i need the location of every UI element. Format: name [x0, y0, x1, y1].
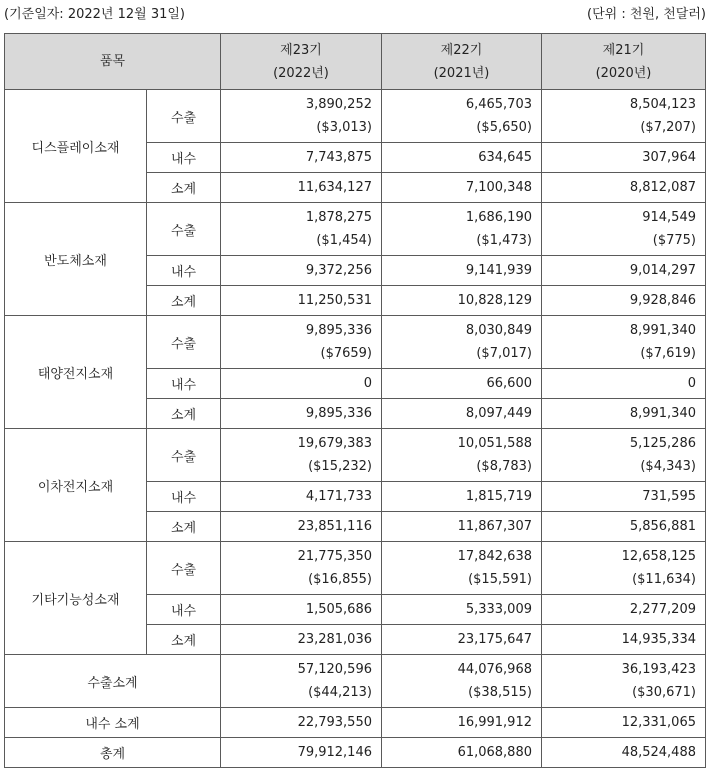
- krw-value: 0: [687, 376, 696, 391]
- krw-value: 44,076,968: [457, 662, 532, 677]
- export-row: [5, 203, 706, 256]
- value-cell: [221, 738, 382, 768]
- value-cell: [221, 482, 382, 512]
- base-date: (기준일자: 2022년 12월 31일): [4, 7, 185, 22]
- value-cell: [382, 173, 542, 203]
- krw-value: 14,935,334: [621, 632, 696, 647]
- usd-value: ($775): [652, 233, 696, 248]
- usd-value: ($7,619): [640, 346, 696, 361]
- value-cell: [542, 90, 706, 143]
- krw-value: 79,912,146: [297, 745, 372, 760]
- total-label: 내수 소계: [5, 708, 221, 738]
- usd-value: ($4,343): [640, 459, 696, 474]
- krw-value: 1,505,686: [305, 602, 372, 617]
- value-cell: [542, 173, 706, 203]
- value-cell: [221, 512, 382, 542]
- export-row: [5, 316, 706, 369]
- value-cell: [542, 738, 706, 768]
- row-kind: 수출: [147, 542, 221, 595]
- krw-value: 4,171,733: [305, 489, 372, 504]
- krw-value: 1,686,190: [465, 210, 532, 225]
- krw-value: 9,928,846: [629, 293, 696, 308]
- value-cell: [382, 482, 542, 512]
- krw-value: 66,600: [486, 376, 532, 391]
- value-cell: [221, 369, 382, 399]
- krw-value: 2,277,209: [629, 602, 696, 617]
- value-cell: [382, 316, 542, 369]
- unit-note: (단위 : 천원, 천달러): [587, 7, 706, 22]
- value-cell: [542, 256, 706, 286]
- usd-value: ($7,017): [476, 346, 532, 361]
- product-name: 기타기능성소재: [5, 542, 147, 655]
- usd-value: ($16,855): [308, 572, 372, 587]
- usd-value: ($7,207): [640, 120, 696, 135]
- usd-value: ($8,783): [476, 459, 532, 474]
- usd-value: ($11,634): [632, 572, 696, 587]
- row-kind: 소계: [147, 625, 221, 655]
- value-cell: [382, 429, 542, 482]
- krw-value: 8,991,340: [629, 406, 696, 421]
- value-cell: [542, 286, 706, 316]
- total-label: 수출소계: [5, 655, 221, 708]
- domestic-subtotal-row: [5, 708, 706, 738]
- value-cell: [382, 90, 542, 143]
- krw-value: 23,175,647: [457, 632, 532, 647]
- krw-value: 36,193,423: [621, 662, 696, 677]
- krw-value: 307,964: [642, 150, 696, 165]
- total-label: 총계: [5, 738, 221, 768]
- usd-value: ($3,013): [316, 120, 372, 135]
- value-cell: [382, 595, 542, 625]
- export-subtotal-row: [5, 655, 706, 708]
- krw-value: 8,812,087: [629, 180, 696, 195]
- period-year: (2020년): [595, 65, 652, 81]
- product-name: 반도체소재: [5, 203, 147, 316]
- krw-value: 57,120,596: [297, 662, 372, 677]
- usd-value: ($15,232): [308, 459, 372, 474]
- value-cell: [221, 256, 382, 286]
- krw-value: 16,991,912: [457, 715, 532, 730]
- value-cell: [542, 316, 706, 369]
- krw-value: 7,743,875: [305, 150, 372, 165]
- krw-value: 914,549: [642, 210, 696, 225]
- krw-value: 10,828,129: [457, 293, 532, 308]
- krw-value: 21,775,350: [297, 549, 372, 564]
- product-name: 이차전지소재: [5, 429, 147, 542]
- krw-value: 9,895,336: [305, 406, 372, 421]
- krw-value: 12,658,125: [621, 549, 696, 564]
- krw-value: 9,895,336: [305, 323, 372, 338]
- usd-value: ($15,591): [468, 572, 532, 587]
- krw-value: 19,679,383: [297, 436, 372, 451]
- value-cell: [382, 286, 542, 316]
- value-cell: [221, 90, 382, 143]
- export-row: [5, 542, 706, 595]
- value-cell: [382, 708, 542, 738]
- grand-total-row: [5, 738, 706, 768]
- period-name: 제21기: [602, 42, 645, 58]
- row-kind: 내수: [147, 369, 221, 399]
- krw-value: 731,595: [642, 489, 696, 504]
- value-cell: [221, 203, 382, 256]
- krw-value: 0: [363, 376, 372, 391]
- krw-value: 3,890,252: [305, 97, 372, 112]
- krw-value: 9,141,939: [465, 263, 532, 278]
- sales-table: [4, 33, 706, 768]
- period-name: 제23기: [280, 42, 322, 58]
- row-kind: 내수: [147, 482, 221, 512]
- header-row: [5, 34, 706, 90]
- usd-value: ($1,473): [476, 233, 532, 248]
- krw-value: 8,030,849: [465, 323, 532, 338]
- krw-value: 9,014,297: [629, 263, 696, 278]
- value-cell: [382, 399, 542, 429]
- value-cell: [542, 203, 706, 256]
- value-cell: [221, 655, 382, 708]
- value-cell: [542, 708, 706, 738]
- export-row: [5, 429, 706, 482]
- value-cell: [382, 542, 542, 595]
- table-caption: [4, 3, 706, 23]
- row-kind: 소계: [147, 173, 221, 203]
- value-cell: [382, 203, 542, 256]
- krw-value: 11,867,307: [457, 519, 532, 534]
- krw-value: 48,524,488: [621, 745, 696, 760]
- row-kind: 소계: [147, 399, 221, 429]
- krw-value: 12,331,065: [621, 715, 696, 730]
- value-cell: [542, 625, 706, 655]
- row-kind: 수출: [147, 316, 221, 369]
- krw-value: 23,851,116: [297, 519, 372, 534]
- krw-value: 9,372,256: [305, 263, 372, 278]
- value-cell: [221, 595, 382, 625]
- krw-value: 1,815,719: [465, 489, 532, 504]
- value-cell: [382, 143, 542, 173]
- usd-value: ($30,671): [632, 685, 696, 700]
- krw-value: 10,051,588: [457, 436, 532, 451]
- value-cell: [221, 143, 382, 173]
- value-cell: [221, 316, 382, 369]
- value-cell: [382, 369, 542, 399]
- value-cell: [382, 625, 542, 655]
- row-kind: 내수: [147, 256, 221, 286]
- usd-value: ($38,515): [468, 685, 532, 700]
- period-year: (2022년): [273, 65, 329, 81]
- krw-value: 11,250,531: [297, 293, 372, 308]
- row-kind: 수출: [147, 429, 221, 482]
- value-cell: [542, 429, 706, 482]
- row-kind: 수출: [147, 90, 221, 143]
- row-kind: 내수: [147, 143, 221, 173]
- value-cell: [221, 708, 382, 738]
- row-kind: 소계: [147, 512, 221, 542]
- value-cell: [221, 429, 382, 482]
- krw-value: 8,991,340: [629, 323, 696, 338]
- krw-value: 5,125,286: [629, 436, 696, 451]
- krw-value: 61,068,880: [457, 745, 532, 760]
- krw-value: 11,634,127: [297, 180, 372, 195]
- export-row: [5, 90, 706, 143]
- usd-value: ($1,454): [316, 233, 372, 248]
- krw-value: 8,504,123: [629, 97, 696, 112]
- value-cell: [382, 655, 542, 708]
- krw-value: 7,100,348: [465, 180, 532, 195]
- period-name: 제22기: [440, 42, 483, 58]
- usd-value: ($7659): [320, 346, 372, 361]
- krw-value: 6,465,703: [465, 97, 532, 112]
- value-cell: [382, 256, 542, 286]
- row-kind: 소계: [147, 286, 221, 316]
- value-cell: [542, 399, 706, 429]
- value-cell: [542, 369, 706, 399]
- row-kind: 수출: [147, 203, 221, 256]
- period-header: [221, 34, 382, 90]
- row-kind: 내수: [147, 595, 221, 625]
- krw-value: 634,645: [478, 150, 532, 165]
- krw-value: 8,097,449: [465, 406, 532, 421]
- usd-value: ($5,650): [476, 120, 532, 135]
- value-cell: [382, 512, 542, 542]
- product-name: 디스플레이소재: [5, 90, 147, 203]
- value-cell: [542, 542, 706, 595]
- value-cell: [382, 738, 542, 768]
- krw-value: 5,856,881: [629, 519, 696, 534]
- value-cell: [542, 655, 706, 708]
- value-cell: [542, 143, 706, 173]
- krw-value: 17,842,638: [457, 549, 532, 564]
- value-cell: [221, 625, 382, 655]
- value-cell: [221, 173, 382, 203]
- usd-value: ($44,213): [308, 685, 372, 700]
- value-cell: [221, 399, 382, 429]
- product-name: 태양전지소재: [5, 316, 147, 429]
- krw-value: 5,333,009: [465, 602, 532, 617]
- value-cell: [542, 595, 706, 625]
- period-header: [542, 34, 706, 90]
- value-cell: [221, 286, 382, 316]
- value-cell: [221, 542, 382, 595]
- period-header: [382, 34, 542, 90]
- value-cell: [542, 482, 706, 512]
- value-cell: [542, 512, 706, 542]
- item-header: 품목: [5, 34, 221, 90]
- krw-value: 23,281,036: [297, 632, 372, 647]
- krw-value: 1,878,275: [305, 210, 372, 225]
- krw-value: 22,793,550: [297, 715, 372, 730]
- period-year: (2021년): [433, 65, 490, 81]
